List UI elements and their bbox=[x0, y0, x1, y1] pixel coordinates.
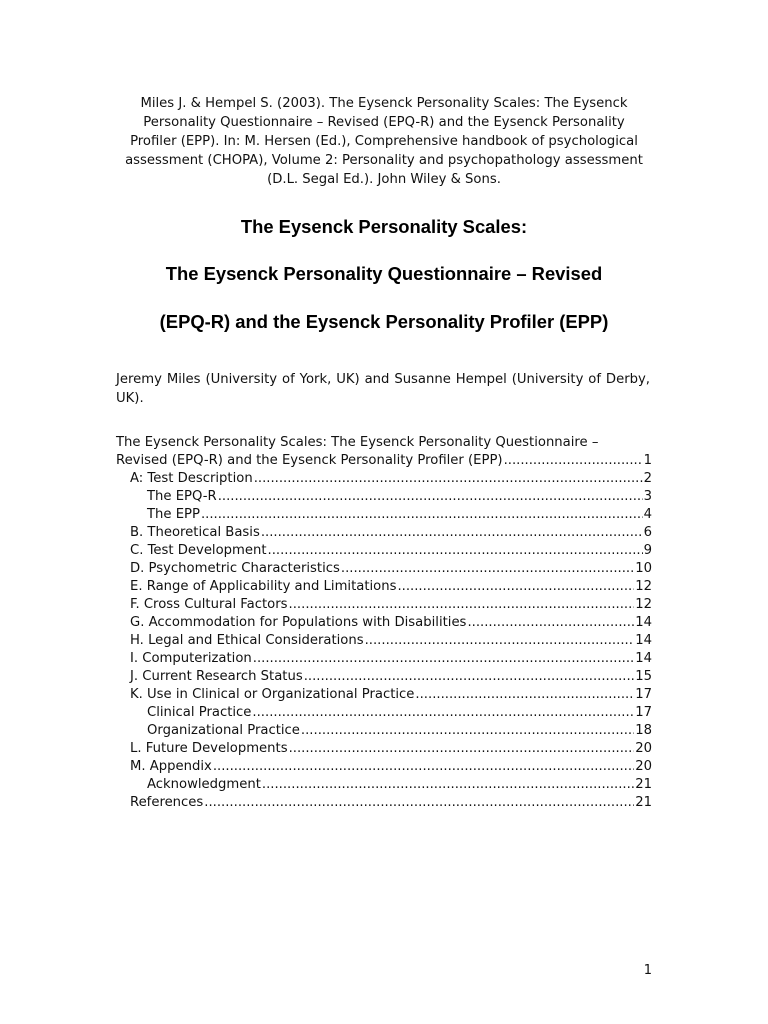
toc-dot-leader bbox=[213, 758, 634, 776]
toc-dot-leader bbox=[254, 470, 643, 488]
toc-entry-page: 14 bbox=[635, 615, 652, 630]
toc-entry-title: K. Use in Clinical or Organizational Practice bbox=[130, 687, 415, 702]
toc-entry[interactable] bbox=[116, 470, 652, 488]
toc-entry-title: Revised (EPQ-R) and the Eysenck Personality Profiler (EPP) bbox=[116, 453, 503, 468]
citation-line: Miles J. & Hempel S. (2003). The Eysenck Personality Scales: The Eysenck bbox=[140, 96, 628, 111]
toc-dot-leader bbox=[415, 686, 634, 704]
toc-dot-leader bbox=[253, 650, 634, 668]
toc-entry-title: Clinical Practice bbox=[147, 705, 252, 720]
citation-line: Profiler (EPP). In: M. Hersen (Ed.), Comprehensive handbook of psychological bbox=[130, 134, 638, 149]
toc-entry-page: 12 bbox=[635, 579, 652, 594]
toc-dot-leader bbox=[289, 596, 635, 614]
citation bbox=[100, 94, 668, 189]
toc-entry-page: 14 bbox=[635, 633, 652, 648]
toc-dot-leader bbox=[289, 740, 635, 758]
toc-entry-page: 17 bbox=[635, 705, 652, 720]
toc-entry-page: 18 bbox=[635, 723, 652, 738]
toc-dot-leader bbox=[365, 632, 635, 650]
toc-entry-title: L. Future Developments bbox=[130, 741, 288, 756]
toc-entry-page: 21 bbox=[635, 795, 652, 810]
page-number: 1 bbox=[643, 963, 652, 978]
toc-entry-title: Acknowledgment bbox=[147, 777, 261, 792]
toc-entry-title: C. Test Development bbox=[130, 543, 267, 558]
toc-entry-title: G. Accommodation for Populations with Disabilities bbox=[130, 615, 467, 630]
toc-dot-leader bbox=[341, 560, 634, 578]
toc-entry-title: H. Legal and Ethical Considerations bbox=[130, 633, 364, 648]
toc-dot-leader bbox=[252, 704, 634, 722]
toc-entry-title: References bbox=[130, 795, 204, 810]
toc-dot-leader bbox=[262, 776, 634, 794]
toc-entry-title: B. Theoretical Basis bbox=[130, 525, 260, 540]
title-line-1: The Eysenck Personality Scales: bbox=[240, 216, 528, 237]
toc-entry-page: 20 bbox=[635, 759, 652, 774]
toc-entry[interactable] bbox=[116, 668, 652, 686]
toc-entry[interactable] bbox=[116, 686, 652, 704]
toc-entry-title: J. Current Research Status bbox=[130, 669, 303, 684]
toc-first-entry[interactable] bbox=[116, 452, 652, 470]
toc-entry-page: 12 bbox=[635, 597, 652, 612]
toc-entry-page: 17 bbox=[635, 687, 652, 702]
toc-entry-title: F. Cross Cultural Factors bbox=[130, 597, 288, 612]
title-line-3: (EPQ-R) and the Eysenck Personality Profiler (EPP) bbox=[159, 311, 609, 332]
toc-entry-title: The EPP bbox=[147, 507, 200, 522]
toc-entry-title: The EPQ-R bbox=[147, 489, 217, 504]
toc-entry-page: 1 bbox=[643, 453, 652, 468]
toc-entry[interactable] bbox=[116, 722, 652, 740]
toc-dot-leader bbox=[304, 668, 635, 686]
toc-entry-title: D. Psychometric Characteristics bbox=[130, 561, 340, 576]
toc-entry[interactable] bbox=[116, 758, 652, 776]
toc-entry[interactable] bbox=[116, 488, 652, 506]
toc-entry[interactable] bbox=[116, 650, 652, 668]
toc-entry-title: M. Appendix bbox=[130, 759, 212, 774]
toc-entry-page: 10 bbox=[635, 561, 652, 576]
toc-entry[interactable] bbox=[116, 506, 652, 524]
toc-entry[interactable] bbox=[116, 704, 652, 722]
toc-entry-title: Organizational Practice bbox=[147, 723, 300, 738]
toc-entry-page: 6 bbox=[643, 525, 652, 540]
toc-entry[interactable] bbox=[116, 542, 652, 560]
toc-entry-page: 2 bbox=[643, 471, 652, 486]
toc-entry[interactable] bbox=[116, 776, 652, 794]
toc-entry-page: 3 bbox=[643, 489, 652, 504]
toc-entry-page: 20 bbox=[635, 741, 652, 756]
toc-entry[interactable] bbox=[116, 794, 652, 812]
toc-entry-page: 9 bbox=[643, 543, 652, 558]
authors: Jeremy Miles (University of York, UK) and Susanne Hempel (University of Derby, UK). bbox=[116, 372, 650, 406]
toc-dot-leader bbox=[504, 452, 643, 470]
toc-dot-leader bbox=[301, 722, 634, 740]
toc-entry-page: 14 bbox=[635, 651, 652, 666]
toc-entry[interactable] bbox=[116, 740, 652, 758]
toc-entry[interactable] bbox=[116, 614, 652, 632]
toc-entry-title: E. Range of Applicability and Limitations bbox=[130, 579, 397, 594]
toc-entry-page: 4 bbox=[643, 507, 652, 522]
toc-dot-leader bbox=[261, 524, 643, 542]
toc-dot-leader bbox=[397, 578, 634, 596]
toc-dot-leader bbox=[204, 794, 634, 812]
toc-entry-title: A: Test Description bbox=[130, 471, 253, 486]
table-of-contents bbox=[116, 434, 652, 812]
toc-entry-page: 15 bbox=[635, 669, 652, 684]
toc-entry-page: 21 bbox=[635, 777, 652, 792]
toc-entry[interactable] bbox=[116, 560, 652, 578]
toc-entry[interactable] bbox=[116, 524, 652, 542]
toc-entry[interactable] bbox=[116, 632, 652, 650]
toc-dot-leader bbox=[201, 506, 643, 524]
citation-line: (D.L. Segal Ed.). John Wiley & Sons. bbox=[267, 172, 501, 187]
toc-entry-title: I. Computerization bbox=[130, 651, 252, 666]
citation-line: assessment (CHOPA), Volume 2: Personality and psychopathology assessment bbox=[125, 153, 643, 168]
toc-dot-leader bbox=[268, 542, 643, 560]
toc-dot-leader bbox=[467, 614, 634, 632]
toc-dot-leader bbox=[218, 488, 643, 506]
title-line-2: The Eysenck Personality Questionnaire – Revised bbox=[165, 263, 603, 284]
toc-first-entry-line1: The Eysenck Personality Scales: The Eysenck Personality Questionnaire – bbox=[116, 435, 599, 450]
citation-line: Personality Questionnaire – Revised (EPQ-R) and the Eysenck Personality bbox=[143, 115, 625, 130]
toc-entry[interactable] bbox=[116, 596, 652, 614]
toc-entry[interactable] bbox=[116, 578, 652, 596]
